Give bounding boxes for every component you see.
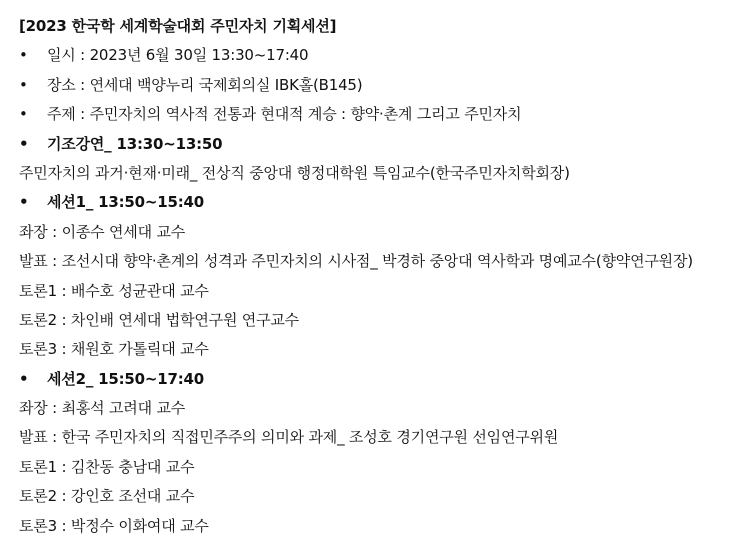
session1-discussant-1: 토론1 : 배수호 성균관대 교수 [19, 281, 209, 300]
session1-chair: 좌장 : 이종수 연세대 교수 [19, 222, 186, 241]
session2-chair: 좌장 : 최홍석 고려대 교수 [19, 399, 186, 418]
session1-discussant-2: 토론2 : 차인배 연세대 법학연구원 연구교수 [19, 310, 299, 329]
session2-heading-text: 세션2_ 15:50~17:40 [47, 369, 205, 388]
bullet-icon: • [19, 134, 29, 153]
session1-heading [0, 188, 739, 217]
info-date [0, 41, 739, 70]
info-theme [0, 100, 739, 129]
session2-presentation: 발표 : 한국 주민자치의 직접민주주의 의미와 과제_ 조성호 경기연구원 선임연구위원 [19, 428, 559, 447]
info-venue [0, 71, 739, 100]
keynote-heading-text: 기조강연_ 13:30~13:50 [47, 134, 223, 153]
info-venue-text: 장소 : 연세대 백양누리 국제회의실 IBK홀(B145) [47, 75, 363, 94]
session1-discussant-3: 토론3 : 채원호 가톨릭대 교수 [19, 340, 209, 359]
bullet-icon: • [19, 46, 28, 65]
session1-heading-text: 세션1_ 13:50~15:40 [47, 193, 205, 212]
session2-discussant-2: 토론2 : 강인호 조선대 교수 [19, 487, 195, 506]
keynote-talk: 주민자치의 과거·현재·미래_ 전상직 중앙대 행정대학원 특임교수(한국주민자치학회장) [19, 163, 570, 182]
info-theme-text: 주제 : 주민자치의 역사적 전통과 현대적 계승 : 향약·촌계 그리고 주민자치 [47, 105, 522, 124]
bullet-icon: • [19, 105, 28, 124]
session2-heading [0, 365, 739, 394]
bullet-icon: • [19, 75, 28, 94]
session2-discussant-3: 토론3 : 박정수 이화여대 교수 [19, 516, 209, 535]
session2-discussant-1: 토론1 : 김찬동 충남대 교수 [19, 457, 195, 476]
bullet-icon: • [19, 369, 29, 388]
document-title: [2023 한국학 세계학술대회 주민자치 기획세션] [19, 17, 337, 35]
bullet-icon: • [19, 193, 29, 212]
session1-presentation: 발표 : 조선시대 향약·촌계의 성격과 주민자치의 시사점_ 박경하 중앙대 역사학과 명예교수(향약연구원장) [19, 252, 693, 271]
keynote-heading [0, 130, 739, 159]
info-date-text: 일시 : 2023년 6월 30일 13:30~17:40 [47, 46, 309, 65]
